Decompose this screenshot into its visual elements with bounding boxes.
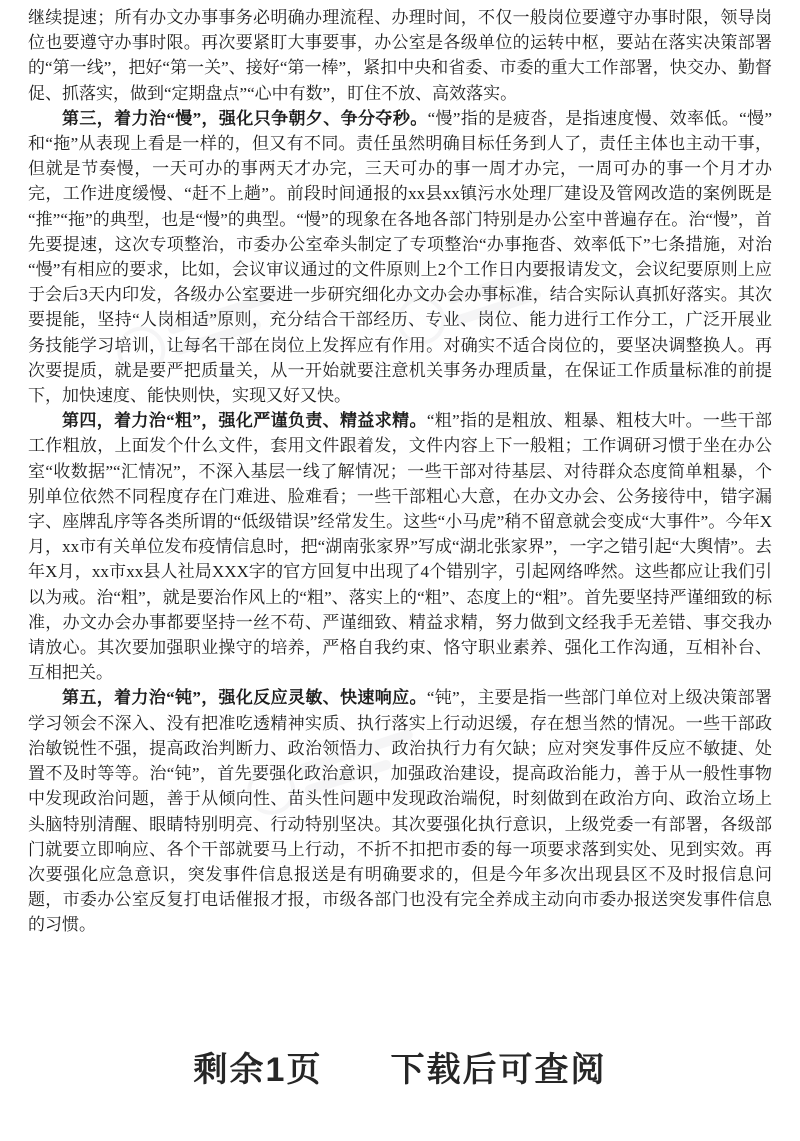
paragraph-third-point (28, 106, 772, 408)
paragraph-body: “粗”指的是粗放、粗暴、粗枝大叶。一些干部工作粗放，上面发个什么文件，套用文件跟着发，文件内容上下一般粗；工作调研习惯于坐在办公室“收数据”“汇情况”，不深入基层一线了解情况；一些干部对待基层、对待群众态度简单粗暴，个别单位依然不同程度存在门难进、脸难看；一些干部粗心大意，在办文办会、公务接待中，错字漏字、座牌乱序等各类所谓的“低级错误”经常发生。这些“小马虎”稍不留意就会变成“大事件”。今年X月，xx市有关单位发布疫情信息时，把“湖南张家界”写成“湖北张家界”，一字之错引起“大舆情”。去年X月，xx市xx县人社局XXX字的官方回复中出现了4个错别字，引起网络哗然。这些都应让我们引以为戒。治“粗”，就是要治作风上的“粗”、落实上的“粗”、态度上的“粗”。首先要坚持严谨细致的标准，办文办会办事都要坚持一丝不苟、严谨细致、精益求精，努力做到文经我手无差错、事交我办请放心。其次要加强职业操守的培养，严格自我约束、恪守职业素养、强化工作沟通，互相补台、互相把关。 (28, 411, 773, 683)
paragraph-body: 继续提速；所有办文办事事务必明确办理流程、办理时间，不仅一般岗位要遵守办事时限，领导岗位也要遵守办事时限。再次要紧盯大事要事，办公室是各级单位的运转中枢，要站在落实决策部署的“第一线”，把好“第一关”、接好“第一棒”，紧扣中央和省委、市委的重大工作部署，快交办、勤督促、抓落实，做到“定期盘点”“心中有数”，盯住不放、高效落实。 (28, 8, 772, 103)
paragraph-lead: 第五，着力治“钝”，强化反应灵敏、快速响应。 (62, 688, 427, 708)
download-hint-text: 下载后可查阅 (390, 1051, 607, 1089)
remaining-pages-text: 剩余1页 (193, 1051, 323, 1089)
paragraph-lead: 第四，着力治“粗”，强化严谨负责、精益求精。 (62, 411, 427, 431)
paragraph-fifth-point (28, 685, 772, 937)
paragraph-fourth-point (28, 408, 772, 685)
paragraph-body: “慢”指的是疲沓，是指速度慢、效率低。“慢”和“拖”从表现上看是一样的，但又有不同。责任虽然明确目标任务到人了，责任主体也主动干事，但就是节奏慢，一天可办的事两天才办完，三天可办的事一周才办完，一周可办的事一个月才办完，工作进度缓慢、“赶不上趟”。前段时间通报的xx县xx镇污水处理厂建设及管网改造的案例既是“推”“拖”的典型，也是“慢”的典型。“慢”的现象在各地各部门特别是办公室中普遍存在。治“慢”，首先要提速，这次专项整治，市委办公室牵头制定了专项整治“办事拖沓、效率低下”七条措施，对治“慢”有相应的要求，比如，会议审议通过的文件原则上2个工作日内要报请发文，会议纪要原则上应于会后3天内印发，各级办公室要进一步研究细化办文办会办事标准，结合实际认真抓好落实。其次要提能，坚持“人岗相适”原则，充分结合干部经历、专业、岗位、能力进行工作分工，广泛开展业务技能学习培训，让每名干部在岗位上发挥应有作用。对确实不适合岗位的，要坚决调整换人。再次要提质，就是要严把质量关，从一开始就要注意机关事务办理质量，在保证工作质量标准的前提下，加快速度、能快则快，实现又好又快。 (28, 108, 773, 406)
paragraph-continuation (28, 5, 772, 106)
paragraph-lead: 第三，着力治“慢”，强化只争朝夕、争分夺秒。 (62, 108, 428, 128)
download-banner[interactable] (0, 1042, 800, 1091)
paragraph-body: “钝”，主要是指一些部门单位对上级决策部署学习领会不深入、没有把准吃透精神实质、执行落实上行动迟缓，存在想当然的情况。一些干部政治敏锐性不强，提高政治判断力、政治领悟力、政治执行力有欠缺；应对突发事件反应不敏捷、处置不及时等等。治“钝”，首先要强化政治意识，加强政治建设，提高政治能力，善于从一般性事物中发现政治问题，善于从倾向性、苗头性问题中发现政治端倪，时刻做到在政治方向、政治立场上头脑特别清醒、眼睛特别明亮、行动特别坚决。其次要强化执行意识，上级党委一有部署，各级部门就要立即响应、各个干部就要马上行动，不折不扣把市委的每一项要求落到实处、见到实效。再次要强化应急意识，突发事件信息报送是有明确要求的，但是今年多次出现县区不及时报信息问题，市委办公室反复打电话催报才报，市级各部门也没有完全养成主动向市委办报送突发事件信息的习惯。 (28, 688, 773, 935)
